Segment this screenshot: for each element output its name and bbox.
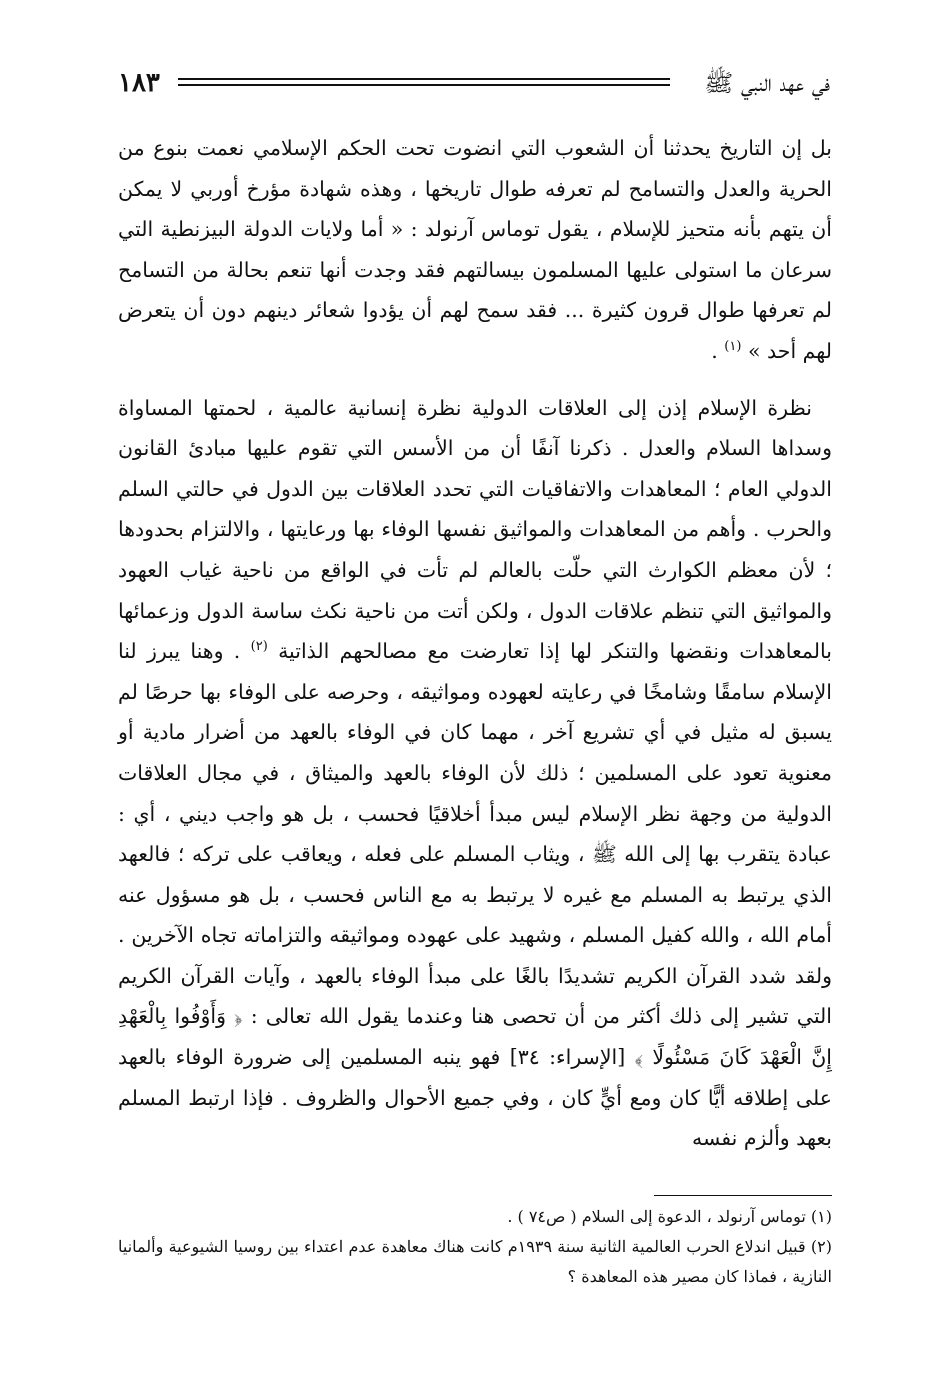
header-double-rule <box>178 78 670 86</box>
chapter-title: في عهد النبي ﷺ <box>704 69 830 97</box>
running-header <box>118 60 830 106</box>
paragraph-2 <box>118 388 832 1159</box>
footnotes <box>118 1202 832 1292</box>
footnote-ref-1[interactable]: (١) <box>724 339 742 355</box>
paragraph-1 <box>118 128 832 372</box>
footnote-ref-2[interactable]: (٢) <box>250 639 268 655</box>
page-number: ١٨٣ <box>118 68 160 98</box>
paragraph-2-text-a: نظرة الإسلام إذن إلى العلاقات الدولية نظرة إنسانية عالمية ، لحمتها المساواة وسداها السلام والعدل . ذكرنا آنفًا أن من الأسس التي تقوم عليها مبادئ القانون الدولي العام ؛ المعاهدات والاتفاقيات التي تحدد العلاقات بين الدول في حالتي السلم والحرب . وأهم من المعاهدات والمواثيق نفسها الوفاء بها ورعايتها ، والالتزام بحدودها ؛ لأن معظم الكوارث التي حلّت بالعالم لم تأت في الواقع من ناحية غياب العهود والمواثيق التي تنظم علاقات الدول ، ولكن أتت من ناحية نكث ساسة الدول وزعمائها بالمعاهدات ونقضها والتنكر لها إذا تعارضت مع مصالحهم الذاتية <box>118 395 832 664</box>
paragraph-1-end: . <box>711 338 725 363</box>
footnote-2: (٢) قبيل اندلاع الحرب العالمية الثانية سنة ١٩٣٩م كانت هناك معاهدة عدم اعتداء بين روسيا الشيوعية وألمانيا النازية ، فماذا كان مصير هذه المعاهدة ؟ <box>118 1237 833 1286</box>
main-text <box>118 128 832 1175</box>
paragraph-2-text-b: . وهنا يبرز لنا الإسلام سامقًا وشامخًا في رعايته لعهوده ومواثيقه ، وحرصه على الوفاء بها حرصًا لم يسبق له مثيل في أي تشريع آخر ، مهما كان في الوفاء بالعهد من أضرار مادية أو معنوية تعود على المسلمين ؛ ذلك لأن الوفاء بالعهد والميثاق ، في مجال العلاقات الدولية من وجهة نظر الإسلام ليس مبدأ أخلاقيًا فحسب ، بل هو واجب ديني ، أي : عبادة يتقرب بها إلى الله ﷺ ، ويثاب المسلم على فعله ، ويعاقب على تركه ؛ فالعهد الذي يرتبط به المسلم مع غيره لا يرتبط به مع الناس فحسب ، بل هو مسؤول عنه أمام الله ، والله كفيل المسلم ، وشهيد على عهوده ومواثيقه والتزاماته تجاه الآخرين . ولقد شدد القرآن الكريم تشديدًا بالغًا على مبدأ الوفاء بالعهد ، وآيات القرآن الكريم التي تشير إلى ذلك أكثر من أن تحصى هنا وعندما يقول الله تعالى : ﴿ وَأَوْفُوا بِالْعَهْدِ إِنَّ الْعَهْدَ كَانَ مَسْئُولًا ﴾ [الإسراء: ٣٤] فهو ينبه المسلمين إلى ضرورة الوفاء بالعهد على إطلاقه أيًّا كان ومع أيٍّ كان ، وفي جميع الأحوال والظروف . فإذا ارتبط المسلم بعهد وألزم نفسه <box>118 639 832 1151</box>
footnote-separator <box>654 1195 832 1196</box>
footnote-1: (١) توماس آرنولد ، الدعوة إلى السلام ( ص٧٤ ) . <box>507 1207 832 1226</box>
paragraph-1-text: بل إن التاريخ يحدثنا أن الشعوب التي انضوت تحت الحكم الإسلامي نعمت بنوع من الحرية والعدل والتسامح لم تعرفه طوال تاريخها ، وهذه شهادة مؤرخ أوربي لا يمكن أن يتهم بأنه متحيز للإسلام ، يقول توماس آرنولد : « أما ولايات الدولة البيزنطية التي سرعان ما استولى عليها المسلمون بيسالتهم فقد وجدت أنها تنعم بحالة من التسامح لم تعرفها طوال قرون كثيرة ... فقد سمح لهم أن يؤدوا شعائر دينهم دون أن يتعرض لهم أحد » <box>118 136 832 363</box>
